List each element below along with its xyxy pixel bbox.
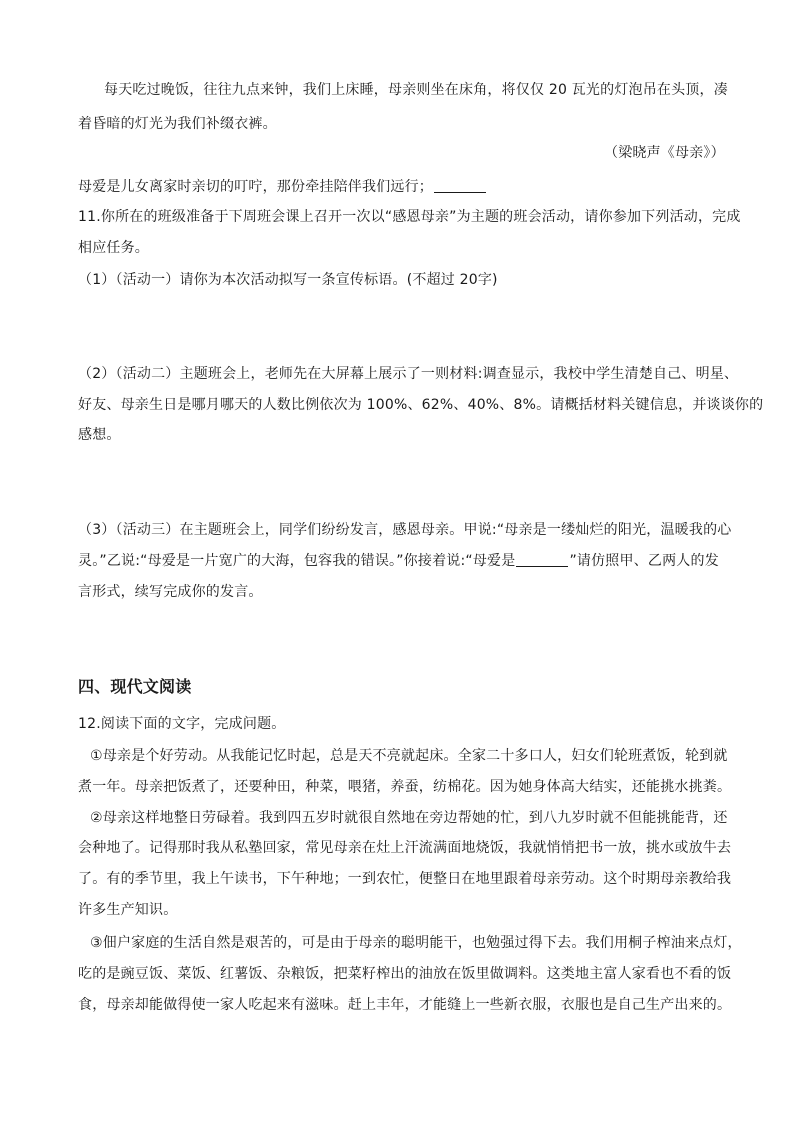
q12-paragraph-2-line-2: 会种地了。记得那时我从私塾回家，常见母亲在灶上汗流满面地烧饭，我就悄悄把书一放，挑水或放牛去 bbox=[78, 840, 732, 856]
imitation-sentence-text: 母爱是儿女离家时亲切的叮咛，那份牵挂陪伴我们远行； bbox=[78, 179, 433, 195]
q12-paragraph-3-line-1: ③佃户家庭的生活自然是艰苦的，可是由于母亲的聪明能干，也勉强过得下去。我们用桐子榨油来点灯， bbox=[90, 935, 742, 951]
q12-intro: 12.阅读下面的文字，完成问题。 bbox=[78, 716, 286, 732]
q11-task-2-line-1: （2）（活动二）主题班会上，老师先在大屏幕上展示了一则材料:调查显示，我校中学生清楚自己、明星、 bbox=[78, 366, 739, 382]
passage-line-1: 每天吃过晚饭，往往九点来钟，我们上床睡，母亲则坐在床角，将仅仅 20 瓦光的灯泡吊在头顶，凑 bbox=[104, 82, 728, 98]
q11-task-3-line-2-start: 灵。”乙说:“母爱是一片宽广的大海，包容我的错误。”你接着说:“母爱是 bbox=[78, 553, 516, 569]
q11-task-3-line-3: 言形式，续写完成你的发言。 bbox=[78, 584, 263, 600]
q11-intro-line-2: 相应任务。 bbox=[78, 240, 149, 256]
q12-paragraph-3-line-2: 吃的是豌豆饭、菜饭、红薯饭、杂粮饭，把菜籽榨出的油放在饭里做调料。这类地主富人家看也不看的饭 bbox=[78, 966, 732, 982]
q11-task-1: （1）（活动一）请你为本次活动拟写一条宣传标语。(不超过 20字) bbox=[78, 272, 498, 288]
section-heading: 四、现代文阅读 bbox=[78, 677, 192, 696]
q12-paragraph-2-line-4: 许多生产知识。 bbox=[78, 902, 178, 918]
q12-paragraph-3-line-3: 食，母亲却能做得使一家人吃起来有滋味。赶上丰年，才能缝上一些新衣服，衣服也是自己生产出来的。 bbox=[78, 997, 732, 1013]
passage-source: （梁晓声《母亲》） bbox=[604, 145, 725, 161]
q11-task-3-line-2 bbox=[78, 551, 719, 571]
q11-intro-line-1: 11.你所在的班级准备于下周班会课上召开一次以“感恩母亲”为主题的班会活动，请你参加下列活动，完成 bbox=[78, 209, 741, 225]
q11-task-2-line-2: 好友、母亲生日是哪月哪天的人数比例依次为 100%、62%、40%、8%。请概括材料关键信息，并谈谈你的 bbox=[78, 397, 764, 413]
q12-paragraph-2-line-1: ②母亲这样地整日劳碌着。我到四五岁时就很自然地在旁边帮她的忙，到八九岁时就不但能挑能背，还 bbox=[90, 810, 728, 826]
q11-task-3-line-2-end: ”请仿照甲、乙两人的发 bbox=[569, 553, 719, 569]
q12-paragraph-1-line-2: 煮一年。母亲把饭煮了，还要种田，种菜，喂猪，养蚕，纺棉花。因为她身体高大结实，还能挑水挑粪。 bbox=[78, 779, 732, 795]
imitation-sentence bbox=[78, 177, 487, 197]
q12-paragraph-2-line-3: 了。有的季节里，我上午读书，下午种地；一到农忙，便整日在地里跟着母亲劳动。这个时期母亲教给我 bbox=[78, 871, 732, 887]
q11-task-2-line-3: 感想。 bbox=[78, 427, 121, 443]
q12-paragraph-1-line-1: ①母亲是个好劳动。从我能记忆时起，总是天不亮就起床。全家二十多口人，妇女们轮班煮饭，轮到就 bbox=[90, 748, 728, 764]
answer-blank[interactable] bbox=[434, 178, 486, 193]
answer-blank[interactable] bbox=[516, 552, 568, 567]
q11-task-3-line-1: （3）（活动三）在主题班会上，同学们纷纷发言，感恩母亲。甲说:“母亲是一缕灿烂的阳光，温暖我的心 bbox=[78, 522, 732, 538]
passage-line-2: 着昏暗的灯光为我们补缀衣裤。 bbox=[78, 116, 277, 132]
